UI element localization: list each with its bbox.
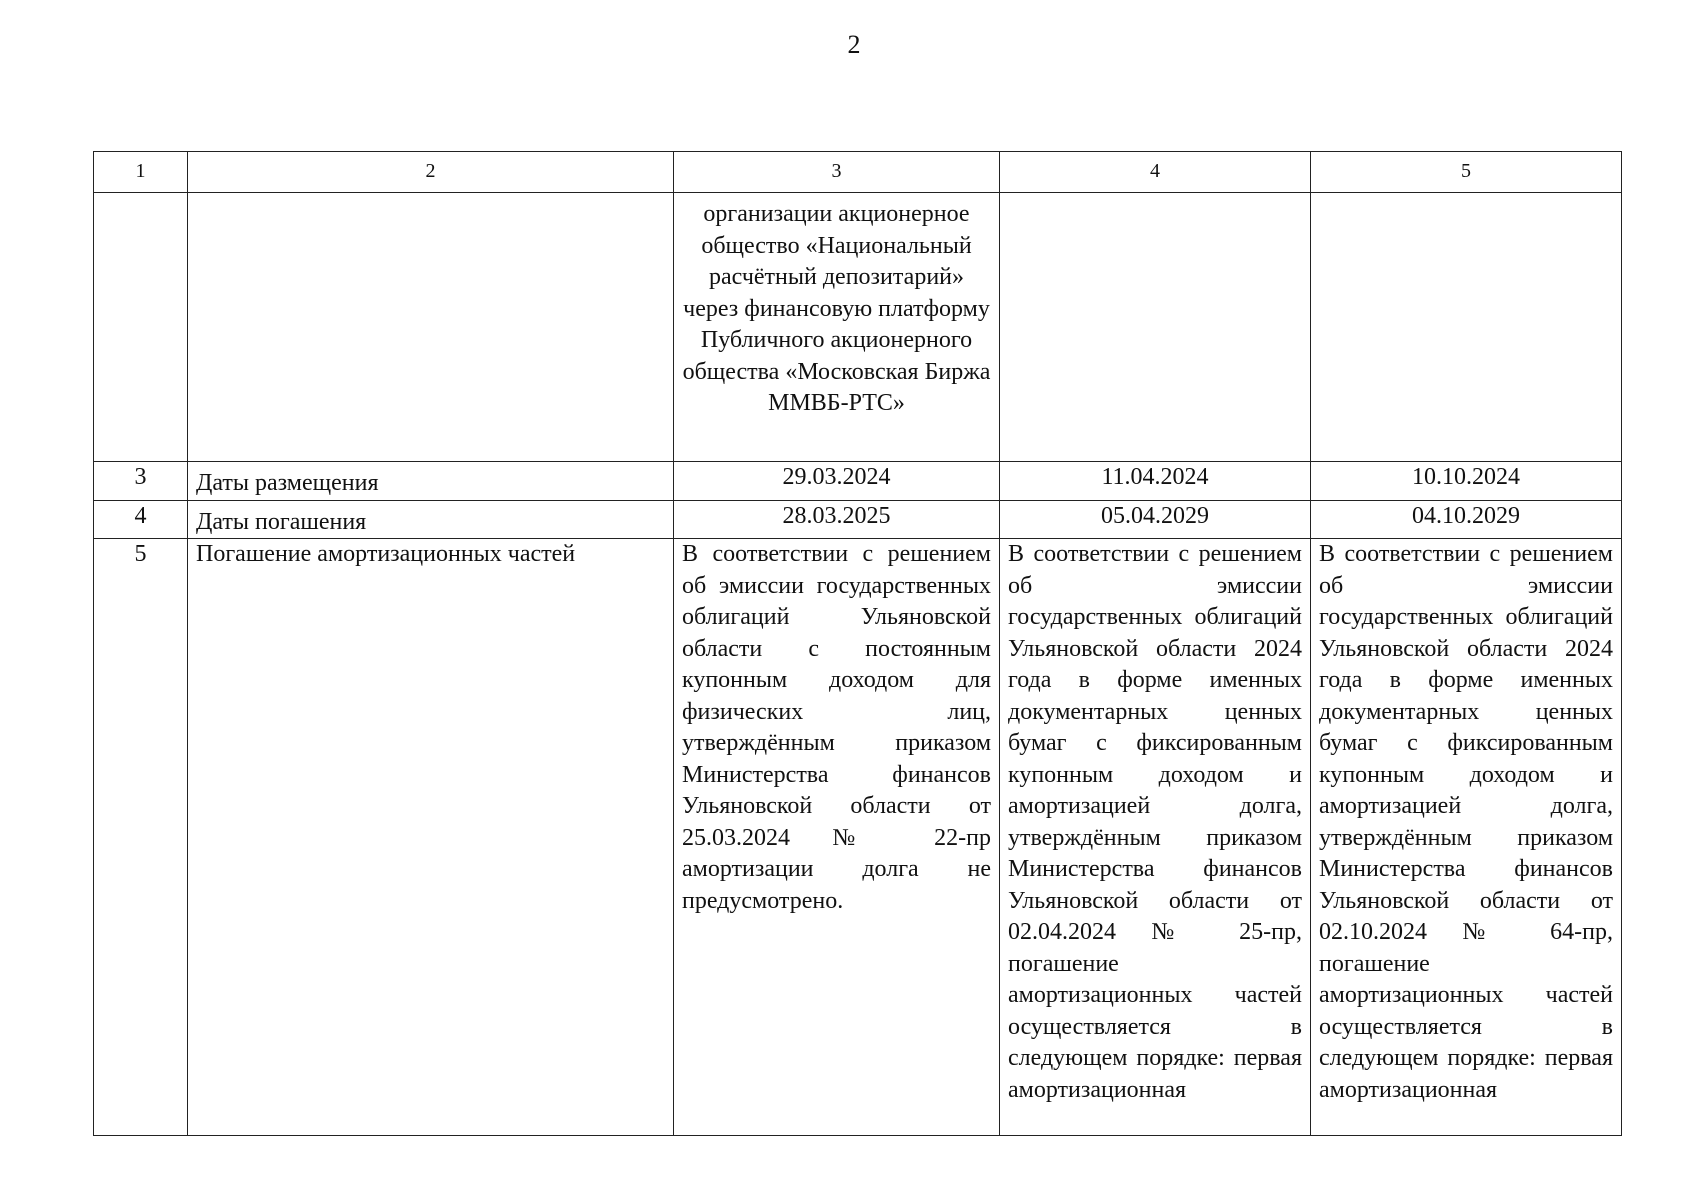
amortization-text-col5: В соответствии с решением об эмиссии государственных облигаций Ульяновской области 2024 года в форме именных документарных ценных бумаг с фиксированным купонным доходом и амортизацией долга, утверждённым приказом Министерства финансов Ульяновской области от 02.10.2024 № 64-пр, погашение амортизационных частей осуществляется в следующем порядке: первая амортизационная [1311,539,1622,1136]
maturity-date-col3: 28.03.2025 [674,500,1000,539]
table-row-continuation [94,193,1622,462]
header-col-4: 4 [1000,152,1311,193]
row-number: 4 [94,500,188,539]
bond-details-table [93,151,1622,1136]
table-row-placement-dates [94,462,1622,501]
header-col-5: 5 [1311,152,1622,193]
row-label [188,193,674,462]
depository-text: организации акционерное общество «Национальный расчётный депозитарий» через финансовую платформу Публичного акционерного общества «Московская Биржа ММВБ-РТС» [674,193,1000,462]
maturity-date-col5: 04.10.2029 [1311,500,1622,539]
maturity-date-col4: 05.04.2029 [1000,500,1311,539]
row-number [94,193,188,462]
header-col-2: 2 [188,152,674,193]
amortization-text-col4: В соответствии с решением об эмиссии государственных облигаций Ульяновской области 2024 года в форме именных документарных ценных бумаг с фиксированным купонным доходом и амортизацией долга, утверждённым приказом Министерства финансов Ульяновской области от 02.04.2024 № 25-пр, погашение амортизационных частей осуществляется в следующем порядке: первая амортизационная [1000,539,1311,1136]
row-number: 3 [94,462,188,501]
header-col-1: 1 [94,152,188,193]
row-number: 5 [94,539,188,1136]
placement-date-col3: 29.03.2024 [674,462,1000,501]
row-cell-col5 [1311,193,1622,462]
table-row-amortization [94,539,1622,1136]
placement-date-col4: 11.04.2024 [1000,462,1311,501]
row-label: Даты размещения [188,462,674,501]
row-label: Даты погашения [188,500,674,539]
page-number: 2 [847,30,861,59]
table-header [94,152,1622,193]
row-cell-col4 [1000,193,1311,462]
table-row-maturity-dates [94,500,1622,539]
header-col-3: 3 [674,152,1000,193]
amortization-text-col3: В соответствии с решением об эмиссии государственных облигаций Ульяновской области с постоянным купонным доходом для физических лиц, утверждённым приказом Министерства финансов Ульяновской области от 25.03.2024 № 22-пр амортизации долга не предусмотрено. [674,539,1000,1136]
row-label: Погашение амортизационных частей [188,539,674,1136]
placement-date-col5: 10.10.2024 [1311,462,1622,501]
header-row [94,152,1622,193]
